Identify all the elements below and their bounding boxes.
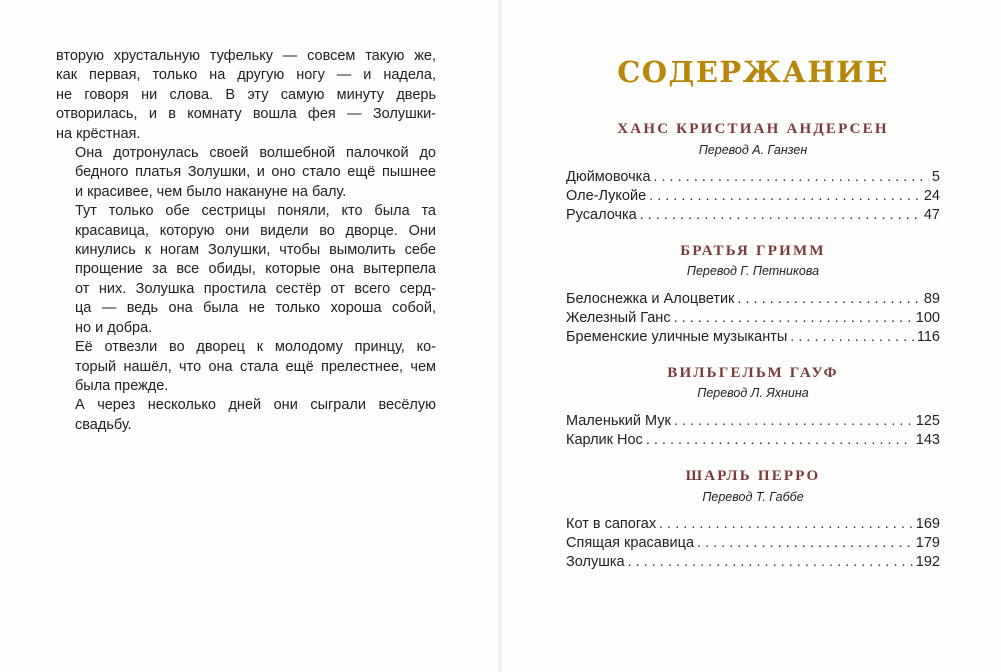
- dot-leader: [674, 412, 913, 431]
- text-line: Её отвезли во дворец к молодому принцу, ко-: [75, 339, 436, 356]
- toc-entry[interactable]: [566, 553, 940, 572]
- dot-leader: [674, 309, 913, 328]
- entry-title: Кот в сапогах: [566, 516, 657, 532]
- dot-leader: [628, 553, 913, 572]
- entry-page: 116: [916, 329, 940, 345]
- text-line: от них. Золушка простила сестёр от всего серд-: [75, 280, 436, 297]
- text-line: бедного платья Золушки, и оно стало ещё пышнее: [75, 164, 436, 181]
- toc-entry[interactable]: [566, 534, 940, 553]
- author-heading: ХАНС КРИСТИАН АНДЕРСЕН: [617, 121, 889, 137]
- paragraph: [56, 202, 436, 338]
- paragraph: [56, 396, 436, 435]
- text-line: отворилась, и в комнату вошла фея — Золушки-: [56, 106, 436, 123]
- entry-title: Карлик Нос: [566, 432, 643, 448]
- entry-title: Оле-Лукойе: [566, 188, 647, 204]
- dot-leader: [640, 206, 921, 225]
- dot-leader: [697, 534, 913, 553]
- author-heading: ШАРЛЬ ПЕРРО: [685, 468, 821, 484]
- text-line: кинулись к ногам Золушки, чтобы вымолить себе: [75, 242, 436, 259]
- paragraph: [56, 338, 436, 396]
- story-text: [56, 47, 436, 435]
- text-line: прощение за все обиды, которые она вытерпела: [75, 261, 436, 278]
- entry-page: 89: [923, 291, 940, 307]
- dot-leader: [737, 290, 920, 309]
- text-line: но и добра.: [75, 319, 153, 336]
- translator-credit: Перевод Г. Петникова: [686, 264, 820, 278]
- entry-title: Спящая красавица: [566, 535, 695, 551]
- entry-title: Русалочка: [566, 207, 637, 223]
- paragraph: [56, 47, 436, 144]
- dot-leader: [649, 187, 921, 206]
- toc-entry[interactable]: [566, 515, 940, 534]
- entry-page: 5: [931, 169, 940, 185]
- text-line: торый нашёл, что она стала ещё прелестнее, чем: [75, 358, 436, 375]
- entry-title: Бременские уличные музыканты: [566, 329, 788, 345]
- entry-title: Белоснежка и Алоцветик: [566, 291, 735, 307]
- entry-title: Маленький Мук: [566, 413, 671, 429]
- entry-title: Золушка: [566, 554, 625, 570]
- translator-credit: Перевод А. Ганзен: [698, 143, 808, 157]
- dot-leader: [653, 168, 929, 187]
- author-heading: БРАТЬЯ ГРИММ: [680, 243, 826, 259]
- entry-title: Дюймовочка: [566, 169, 651, 185]
- dot-leader: [646, 431, 913, 450]
- author-heading: ВИЛЬГЕЛЬМ ГАУФ: [667, 365, 839, 381]
- text-line: ца — ведь она была не только хороша собой,: [75, 300, 436, 317]
- text-line: Она дотронулась своей волшебной палочкой до: [75, 145, 436, 162]
- dot-leader: [790, 328, 914, 347]
- toc-entry[interactable]: [566, 187, 940, 206]
- text-line: и красивее, чем было накануне на балу.: [75, 183, 347, 200]
- entry-page: 100: [915, 310, 940, 326]
- entry-page: 24: [923, 188, 940, 204]
- translator-credit: Перевод Т. Габбе: [702, 490, 804, 504]
- book-gutter: [498, 0, 502, 672]
- text-line: не говоря ни слова. В эту самую минуту дверь: [56, 86, 436, 103]
- toc-entry[interactable]: [566, 206, 940, 225]
- entry-page: 192: [915, 554, 940, 570]
- contents-title: СОДЕРЖАНИЕ: [617, 55, 889, 89]
- entry-page: 179: [915, 535, 940, 551]
- entry-page: 125: [915, 413, 940, 429]
- toc-entry[interactable]: [566, 328, 940, 347]
- entry-page: 47: [923, 207, 940, 223]
- paragraph: [56, 144, 436, 202]
- dot-leader: [659, 515, 913, 534]
- entry-page: 169: [915, 516, 940, 532]
- text-line: Тут только обе сестрицы поняли, кто была та: [75, 203, 436, 220]
- text-line: А через несколько дней они сыграли весёлую: [75, 397, 436, 414]
- text-line: как первая, только на другую ногу — и надела,: [56, 67, 436, 84]
- left-page: [0, 0, 500, 672]
- toc-entry[interactable]: [566, 309, 940, 328]
- text-line: на крёстная.: [56, 125, 141, 142]
- toc-entry[interactable]: [566, 431, 940, 450]
- translator-credit: Перевод Л. Яхнина: [697, 386, 809, 400]
- entry-title: Железный Ганс: [566, 310, 671, 326]
- entry-page: 143: [915, 432, 940, 448]
- toc-entry[interactable]: [566, 168, 940, 187]
- text-line: свадьбу.: [75, 416, 132, 433]
- toc-entry[interactable]: [566, 412, 940, 431]
- text-line: вторую хрустальную туфельку — совсем такую же,: [56, 48, 436, 64]
- text-line: красавица, которую они видели во дворце. Они: [75, 222, 436, 239]
- text-line: была прежде.: [75, 377, 169, 394]
- toc-entry[interactable]: [566, 290, 940, 309]
